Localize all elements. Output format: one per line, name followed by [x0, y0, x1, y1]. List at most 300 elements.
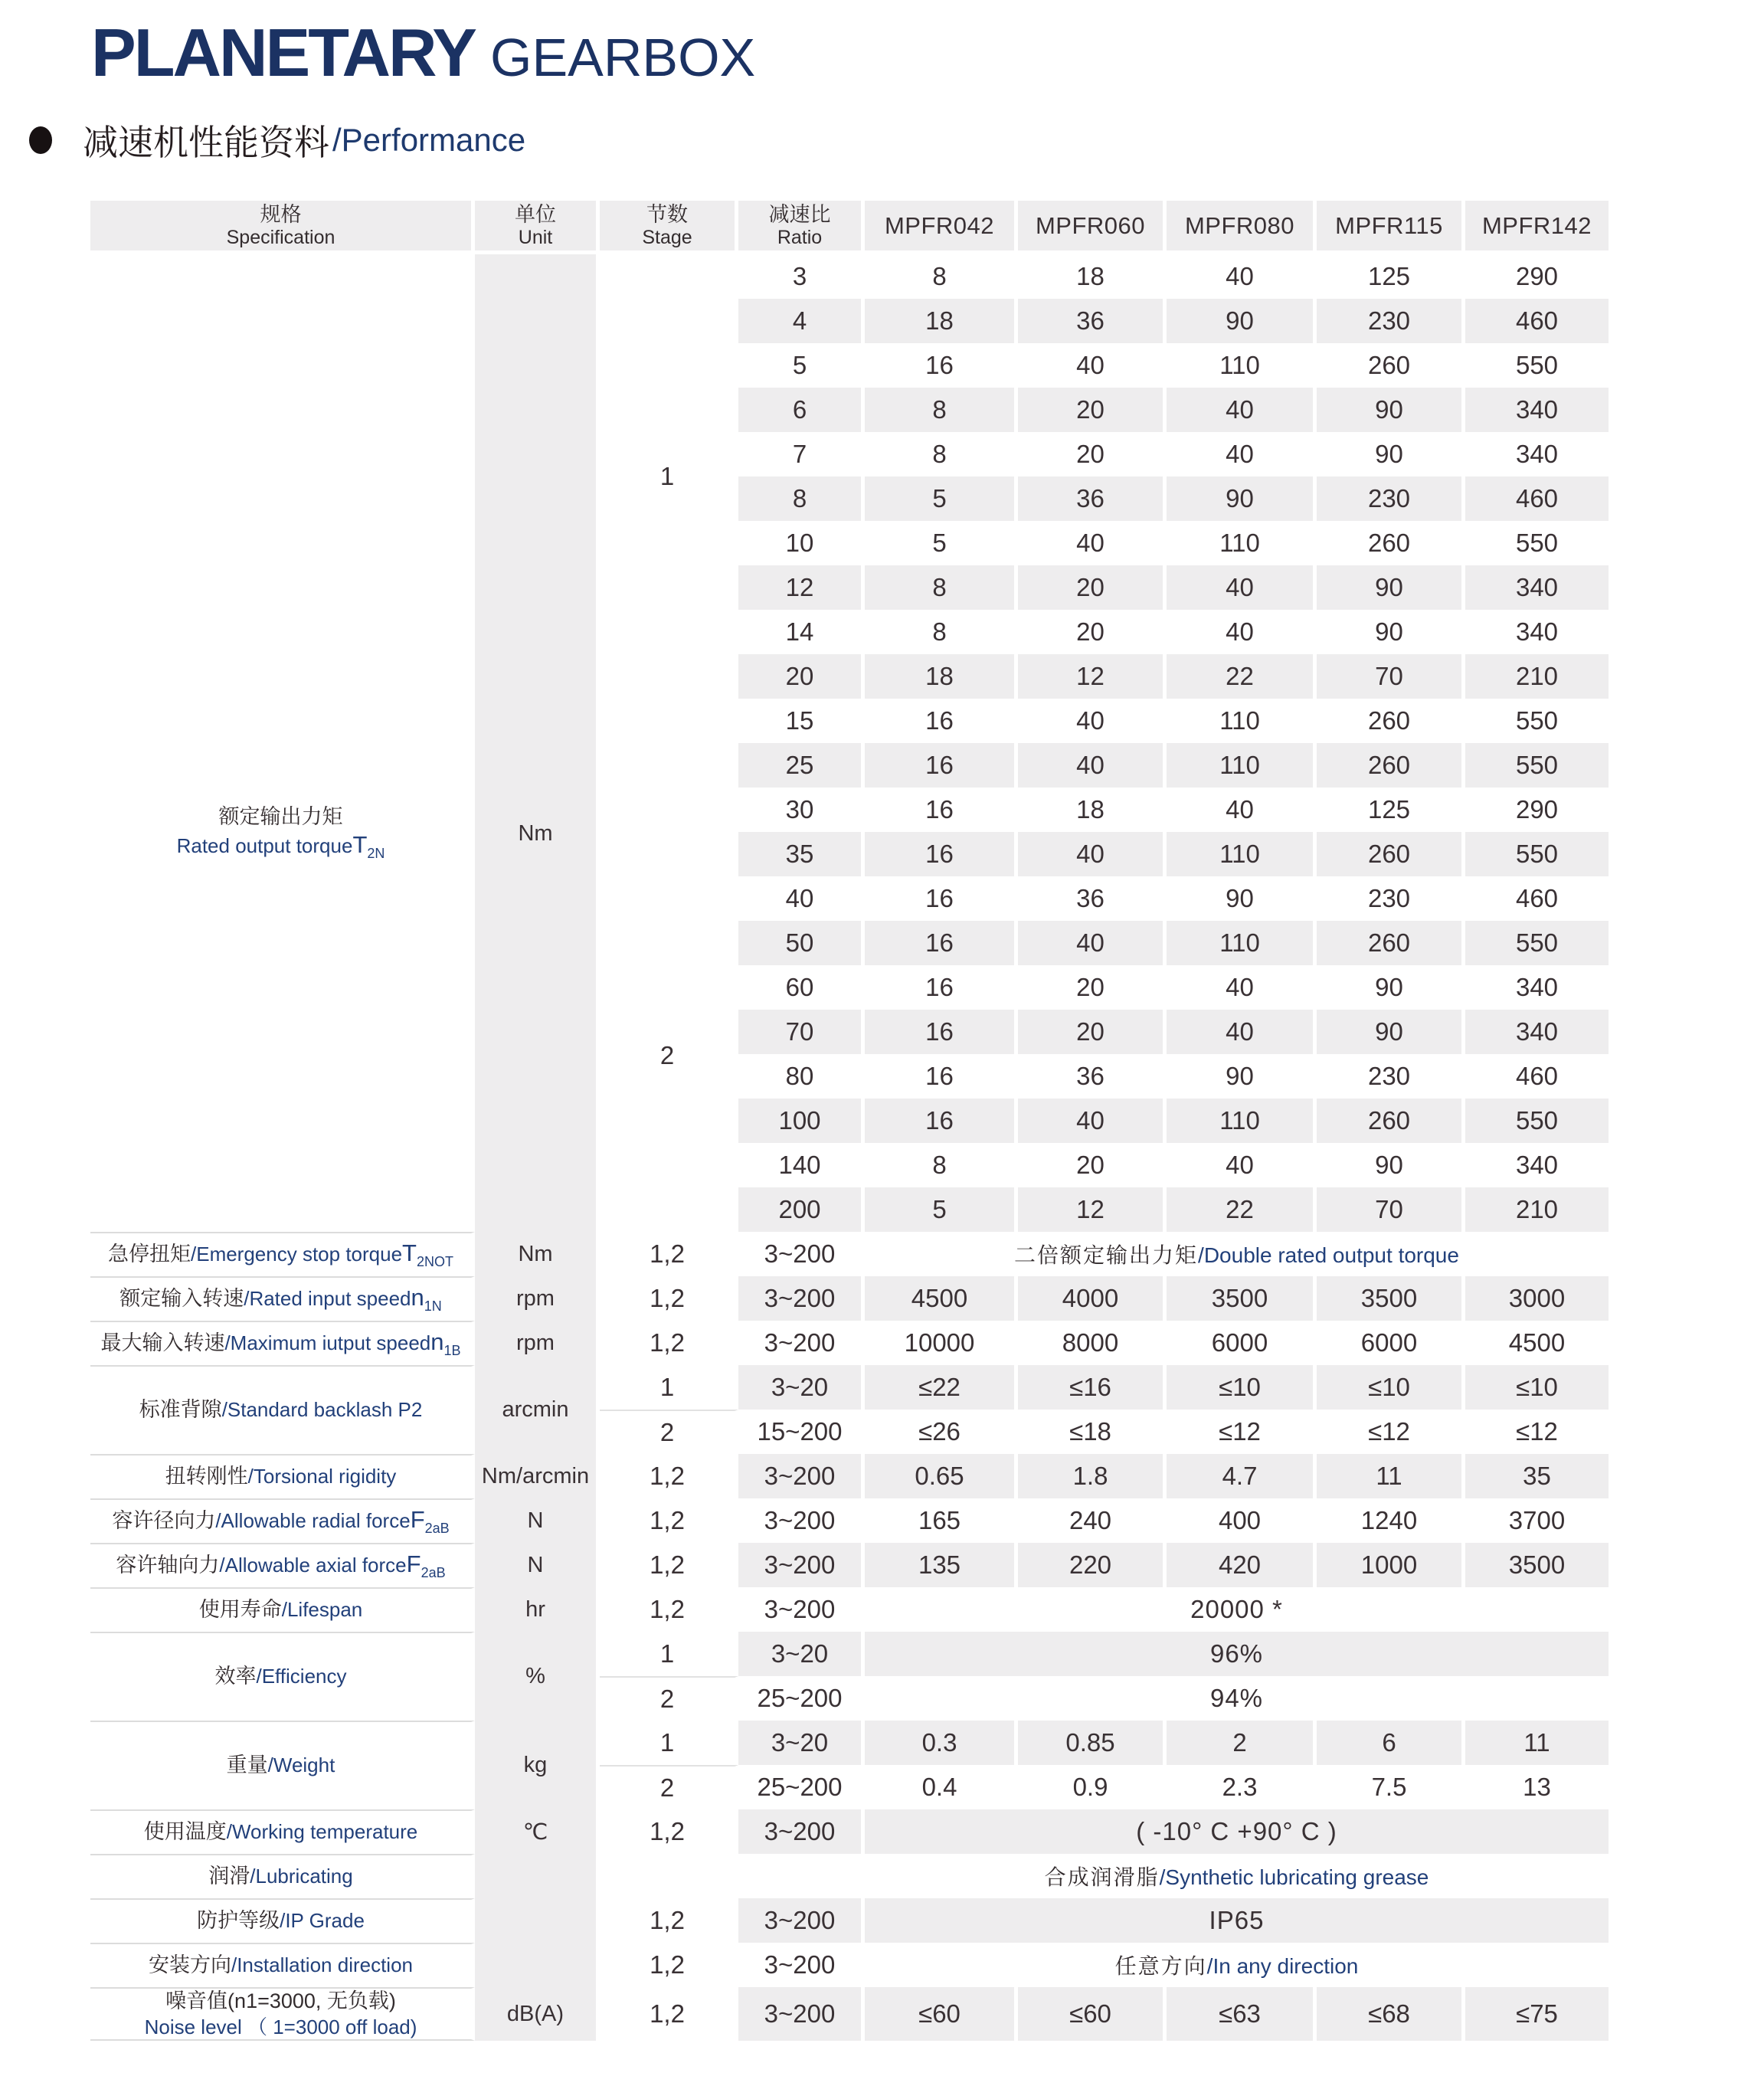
value-cell: 550: [1465, 699, 1609, 743]
value-cell: 8000: [1018, 1321, 1167, 1365]
text: rpm: [516, 1330, 555, 1355]
text: 扭转刚性: [165, 1465, 248, 1488]
value-cell: 5: [865, 476, 1018, 521]
stage-cell: 1,2: [600, 1587, 738, 1632]
stage-cell: 2: [600, 1410, 738, 1454]
stage-cell: 2: [600, 1676, 738, 1721]
value-cell: ≤22: [865, 1365, 1018, 1410]
value-cell: 1.8: [1018, 1454, 1167, 1498]
value-cell: ≤12: [1465, 1410, 1609, 1454]
value-cell: 18: [865, 654, 1018, 699]
cell: [90, 1953, 471, 1979]
value-cell: 40: [1018, 921, 1167, 965]
cell: [90, 1239, 471, 1271]
value-cell: 550: [1465, 743, 1609, 788]
text: Nm: [518, 1241, 553, 1266]
cell: [90, 1505, 471, 1537]
ratio-cell: 3~200: [738, 1943, 865, 1987]
stage-cell: 1,2: [600, 1943, 738, 1987]
text: /Standard backlash P2: [221, 1398, 423, 1422]
value-cell: ≤18: [1018, 1410, 1167, 1454]
value-cell: ≤26: [865, 1410, 1018, 1454]
text: /Rated input speed: [244, 1287, 411, 1311]
text: Specification: [226, 227, 335, 249]
ratio-cell: 14: [738, 610, 865, 654]
text: 减速比: [768, 202, 831, 226]
text: /Weight: [267, 1753, 335, 1777]
ratio-cell: 3~200: [738, 1587, 865, 1632]
value-cell: 4.7: [1167, 1454, 1317, 1498]
value-cell: 12: [1018, 1187, 1167, 1232]
text: MPFR080: [1184, 211, 1295, 239]
stage-cell: 2: [600, 1765, 738, 1809]
value-cell: ≤60: [1018, 1987, 1167, 2041]
value-cell: 40: [1167, 610, 1317, 654]
value-cell: 10000: [865, 1321, 1018, 1365]
value-cell: 260: [1317, 832, 1465, 876]
value-cell: 1000: [1317, 1543, 1465, 1587]
text: /Emergency stop torque: [191, 1243, 403, 1266]
ratio-cell: 25~200: [738, 1765, 865, 1809]
spec-row-allowable-radial-force: [90, 1498, 1609, 1543]
spec-label-efficiency: [90, 1632, 475, 1721]
value-cell: 40: [1167, 565, 1317, 610]
text: 2NOT: [416, 1254, 453, 1270]
cell: [90, 1989, 471, 2015]
spec-row-rated-input-speed: [90, 1276, 1609, 1321]
spec-row-lifespan: [90, 1587, 1609, 1632]
value-cell: 20: [1018, 1143, 1167, 1187]
value-cell: ≤16: [1018, 1365, 1167, 1410]
ratio-cell: 3~20: [738, 1632, 865, 1676]
value-cell: 90: [1167, 476, 1317, 521]
value-cell: 16: [865, 1099, 1018, 1143]
value-cell: 260: [1317, 1099, 1465, 1143]
text: Noise level （ 1=3000 off load): [144, 2015, 417, 2038]
value-cell: 40: [1167, 254, 1317, 299]
value-cell: 340: [1465, 432, 1609, 476]
value-cell: 460: [1465, 299, 1609, 343]
ratio-cell: 3~200: [738, 1809, 865, 1854]
stage-cell: 1,2: [600, 1987, 738, 2041]
value-cell: 1240: [1317, 1498, 1465, 1543]
value-cell: 4500: [1465, 1321, 1609, 1365]
value-cell: 110: [1167, 832, 1317, 876]
ratio-cell: 3~200: [738, 1898, 865, 1943]
text: /Torsional rigidity: [247, 1465, 397, 1488]
column-header-ratio: [738, 201, 865, 254]
value-cell: 340: [1465, 610, 1609, 654]
value-cell: 22: [1167, 654, 1317, 699]
merged-value-cell-emergency-stop-torque: [865, 1232, 1609, 1276]
value-cell: 40: [1167, 432, 1317, 476]
value-cell: 240: [1018, 1498, 1167, 1543]
spec-row-ip-grade: [90, 1898, 1609, 1943]
value-cell: 40: [1018, 699, 1167, 743]
value-cell: 16: [865, 1010, 1018, 1054]
value-cell: 230: [1317, 1054, 1465, 1099]
value-cell: 90: [1317, 965, 1465, 1010]
unit-cell-noise-level: [475, 1987, 600, 2041]
text: Nm/arcmin: [481, 1463, 590, 1488]
unit-cell-efficiency: [475, 1632, 600, 1721]
spec-row-emergency-stop-torque: [90, 1232, 1609, 1276]
text: 急停扭矩: [108, 1243, 191, 1266]
text: 重量: [226, 1753, 268, 1777]
column-header-unit: [475, 201, 600, 254]
ratio-cell: 40: [738, 876, 865, 921]
merged-value-cell-lubricating: [865, 1854, 1609, 1898]
ratio-cell: 3~200: [738, 1454, 865, 1498]
value-cell: 40: [1018, 743, 1167, 788]
value-cell: 8: [865, 432, 1018, 476]
spec-row-efficiency: [90, 1632, 1609, 1676]
text: /Lubricating: [250, 1865, 353, 1888]
value-cell: ≤10: [1465, 1365, 1609, 1410]
value-cell: 6000: [1317, 1321, 1465, 1365]
text: /IP Grade: [280, 1909, 365, 1933]
value-cell: 420: [1167, 1543, 1317, 1587]
value-cell: 125: [1317, 254, 1465, 299]
text: 二倍额定输出力矩: [1014, 1243, 1199, 1267]
text: /Installation direction: [231, 1953, 414, 1977]
value-cell: 0.65: [865, 1454, 1018, 1498]
value-cell: 16: [865, 788, 1018, 832]
value-cell: 40: [1167, 1143, 1317, 1187]
value-cell: 20: [1018, 965, 1167, 1010]
value-cell: 90: [1317, 565, 1465, 610]
section-header: [29, 115, 525, 165]
value-cell: 110: [1167, 343, 1317, 388]
cell: [90, 1328, 471, 1360]
text: F: [406, 1550, 421, 1578]
ratio-cell: 4: [738, 299, 865, 343]
text: ( -10° C +90° C ): [1136, 1817, 1337, 1845]
torque-row: [90, 254, 1609, 299]
value-cell: 90: [1317, 1143, 1465, 1187]
spec-label-allowable-radial-force: [90, 1498, 475, 1543]
text: 节数: [646, 202, 688, 226]
ratio-cell: 3~200: [738, 1321, 865, 1365]
section-title-zh: 减速机性能资料: [83, 123, 329, 162]
value-cell: 40: [1167, 388, 1317, 432]
cell: [90, 1597, 471, 1623]
unit-cell-weight: [475, 1721, 600, 1809]
value-cell: 550: [1465, 832, 1609, 876]
value-cell: 110: [1167, 1099, 1317, 1143]
ratio-cell: 5: [738, 343, 865, 388]
value-cell: 7.5: [1317, 1765, 1465, 1809]
merged-value-cell-ip-grade: [865, 1898, 1609, 1943]
value-cell: 3500: [1465, 1543, 1609, 1587]
section-title-en: /Performance: [332, 122, 526, 158]
value-cell: 135: [865, 1543, 1018, 1587]
text: MPFR142: [1481, 211, 1592, 239]
value-cell: 36: [1018, 476, 1167, 521]
text: T: [352, 831, 368, 859]
merged-value-cell-installation-direction: [865, 1943, 1609, 1987]
stage-cell: 1,2: [600, 1498, 738, 1543]
text: 安装方向: [148, 1953, 231, 1977]
text: 额定输出力矩: [218, 805, 343, 829]
text: Stage: [642, 227, 692, 249]
cell: [90, 1397, 471, 1423]
text: 1B: [443, 1343, 461, 1359]
text: 额定输入转速: [119, 1287, 244, 1311]
spec-label-installation-direction: [90, 1943, 475, 1987]
column-header-stage: [600, 201, 738, 254]
value-cell: 16: [865, 699, 1018, 743]
text: /Synthetic lubricating grease: [1159, 1865, 1429, 1889]
value-cell: 90: [1317, 1010, 1465, 1054]
text: n: [430, 1328, 444, 1356]
value-cell: 20: [1018, 432, 1167, 476]
value-cell: 550: [1465, 521, 1609, 565]
spec-label-working-temperature: [90, 1809, 475, 1854]
value-cell: 16: [865, 743, 1018, 788]
unit-cell-ip-grade: [475, 1898, 600, 1943]
text: n: [411, 1284, 424, 1311]
text: /Working temperature: [226, 1820, 418, 1844]
text: Ratio: [777, 227, 823, 249]
stage-cell: 1,2: [600, 1276, 738, 1321]
value-cell: 16: [865, 1054, 1018, 1099]
value-cell: 290: [1465, 254, 1609, 299]
value-cell: 0.9: [1018, 1765, 1167, 1809]
spec-row-noise-level: [90, 1987, 1609, 2041]
page-title-main: PLANETARY: [91, 15, 475, 90]
ratio-cell: 10: [738, 521, 865, 565]
value-cell: 20: [1018, 1010, 1167, 1054]
value-cell: 90: [1167, 1054, 1317, 1099]
value-cell: 36: [1018, 876, 1167, 921]
value-cell: 40: [1018, 521, 1167, 565]
value-cell: ≤68: [1317, 1987, 1465, 2041]
spec-label-weight: [90, 1721, 475, 1809]
spec-label-lubricating: [90, 1854, 475, 1898]
text: 规格: [260, 202, 302, 226]
value-cell: 36: [1018, 1054, 1167, 1099]
value-cell: 70: [1317, 654, 1465, 699]
spec-label-torsional-rigidity: [90, 1454, 475, 1498]
value-cell: 230: [1317, 876, 1465, 921]
ratio-cell: 7: [738, 432, 865, 476]
value-cell: ≤60: [865, 1987, 1018, 2041]
ratio-cell: 100: [738, 1099, 865, 1143]
stage-cell: 1: [600, 1365, 738, 1410]
text: 润滑: [208, 1865, 250, 1888]
value-cell: 260: [1317, 743, 1465, 788]
value-cell: 340: [1465, 1010, 1609, 1054]
cell: [90, 1283, 471, 1315]
cell: [90, 1864, 471, 1890]
column-header-specification: [90, 201, 475, 254]
value-cell: 6000: [1167, 1321, 1317, 1365]
value-cell: 110: [1167, 699, 1317, 743]
unit-cell-maximum-input-speed: [475, 1321, 600, 1365]
stage-cell: 1,2: [600, 1454, 738, 1498]
value-cell: ≤12: [1317, 1410, 1465, 1454]
ratio-cell: 50: [738, 921, 865, 965]
value-cell: ≤10: [1317, 1365, 1465, 1410]
value-cell: 260: [1317, 699, 1465, 743]
spec-label-line: [90, 830, 471, 863]
column-header-model-2: [1167, 201, 1317, 254]
value-cell: 4000: [1018, 1276, 1167, 1321]
text: N: [527, 1552, 544, 1577]
ratio-cell: 8: [738, 476, 865, 521]
stage-cell: 1: [600, 1721, 738, 1765]
value-cell: 11: [1465, 1721, 1609, 1765]
ratio-cell: [738, 1854, 865, 1898]
value-cell: 35: [1465, 1454, 1609, 1498]
text: Nm: [518, 820, 553, 846]
ratio-cell: 3~200: [738, 1276, 865, 1321]
value-cell: 8: [865, 388, 1018, 432]
text: %: [525, 1663, 545, 1688]
page-title: [91, 14, 755, 92]
unit-cell-lubricating: [475, 1854, 600, 1898]
ratio-cell: 60: [738, 965, 865, 1010]
stage-cell: 1,2: [600, 1898, 738, 1943]
text: /Efficiency: [256, 1665, 347, 1688]
value-cell: 40: [1167, 788, 1317, 832]
value-cell: 230: [1317, 476, 1465, 521]
ratio-cell: 6: [738, 388, 865, 432]
value-cell: 8: [865, 565, 1018, 610]
text: 单位: [515, 202, 556, 226]
text: /Maximum iutput speed: [224, 1331, 431, 1355]
value-cell: 90: [1317, 388, 1465, 432]
text: IP65: [1209, 1906, 1265, 1934]
text: kg: [523, 1752, 548, 1777]
text: F: [410, 1506, 425, 1534]
cell: [90, 1908, 471, 1934]
column-header-model-4: [1465, 201, 1609, 254]
value-cell: 3500: [1167, 1276, 1317, 1321]
cell: [90, 2015, 471, 2040]
unit-cell-torsional-rigidity: [475, 1454, 600, 1498]
value-cell: 550: [1465, 343, 1609, 388]
value-cell: 165: [865, 1498, 1018, 1543]
value-cell: 340: [1465, 1143, 1609, 1187]
cell: [90, 1550, 471, 1582]
text: N: [527, 1508, 544, 1533]
value-cell: 210: [1465, 654, 1609, 699]
spec-row-allowable-axial-force: [90, 1543, 1609, 1587]
unit-cell-emergency-stop-torque: [475, 1232, 600, 1276]
stage-cell: 1,2: [600, 1809, 738, 1854]
torque-unit-cell: [475, 254, 600, 1232]
value-cell: 22: [1167, 1187, 1317, 1232]
value-cell: 20: [1018, 565, 1167, 610]
value-cell: 13: [1465, 1765, 1609, 1809]
text: Rated output torque: [176, 834, 353, 858]
merged-value-cell-efficiency: [865, 1632, 1609, 1676]
value-cell: 40: [1167, 1010, 1317, 1054]
text: /In any direction: [1206, 1954, 1359, 1978]
stage-cell: 1,2: [600, 1232, 738, 1276]
value-cell: 12: [1018, 654, 1167, 699]
text: 容许径向力: [112, 1509, 216, 1533]
value-cell: 460: [1465, 876, 1609, 921]
value-cell: 90: [1317, 432, 1465, 476]
ratio-cell: 12: [738, 565, 865, 610]
value-cell: 16: [865, 965, 1018, 1010]
stage-cell: 1: [600, 1632, 738, 1676]
value-cell: 110: [1167, 921, 1317, 965]
value-cell: ≤75: [1465, 1987, 1609, 2041]
value-cell: 16: [865, 832, 1018, 876]
merged-value-cell-efficiency: [865, 1676, 1609, 1721]
value-cell: 8: [865, 1143, 1018, 1187]
text: 使用温度: [143, 1820, 227, 1844]
value-cell: 3700: [1465, 1498, 1609, 1543]
value-cell: 230: [1317, 299, 1465, 343]
stage-cell: [600, 1854, 738, 1898]
cell: [90, 1464, 471, 1490]
text: 使用寿命: [198, 1598, 282, 1622]
value-cell: 36: [1018, 299, 1167, 343]
value-cell: 0.85: [1018, 1721, 1167, 1765]
spec-label-maximum-input-speed: [90, 1321, 475, 1365]
page-title-sub: GEARBOX: [490, 28, 756, 87]
value-cell: 40: [1018, 1099, 1167, 1143]
stage-cell: 1,2: [600, 1321, 738, 1365]
cell: [90, 1753, 471, 1779]
value-cell: 2.3: [1167, 1765, 1317, 1809]
unit-cell-installation-direction: [475, 1943, 600, 1987]
value-cell: 260: [1317, 521, 1465, 565]
unit-cell-working-temperature: [475, 1809, 600, 1854]
text: rpm: [516, 1285, 555, 1311]
value-cell: 16: [865, 876, 1018, 921]
value-cell: 260: [1317, 921, 1465, 965]
ratio-cell: 25~200: [738, 1676, 865, 1721]
text: /Allowable radial force: [215, 1509, 411, 1533]
value-cell: 460: [1465, 476, 1609, 521]
value-cell: 16: [865, 921, 1018, 965]
ratio-cell: 3~200: [738, 1232, 865, 1276]
text: 94%: [1209, 1684, 1264, 1712]
ratio-cell: 70: [738, 1010, 865, 1054]
value-cell: 90: [1167, 876, 1317, 921]
unit-cell-standard-backlash: [475, 1365, 600, 1454]
spec-row-standard-backlash: [90, 1365, 1609, 1410]
ratio-cell: 30: [738, 788, 865, 832]
spec-label-line: [90, 804, 471, 830]
value-cell: 110: [1167, 521, 1317, 565]
text: dB(A): [506, 2001, 565, 2026]
unit-cell-lifespan: [475, 1587, 600, 1632]
ratio-cell: 15~200: [738, 1410, 865, 1454]
text: 合成润滑脂: [1044, 1865, 1160, 1889]
ratio-cell: 3~20: [738, 1721, 865, 1765]
cell: [90, 1664, 471, 1690]
performance-table: [90, 201, 1609, 2041]
spec-row-maximum-input-speed: [90, 1321, 1609, 1365]
column-header-model-1: [1018, 201, 1167, 254]
value-cell: 6: [1317, 1721, 1465, 1765]
text: 20000 *: [1190, 1595, 1283, 1623]
value-cell: 125: [1317, 788, 1465, 832]
text: MPFR042: [884, 211, 995, 239]
value-cell: 550: [1465, 921, 1609, 965]
spec-label-noise-level: [90, 1987, 475, 2041]
value-cell: 2: [1167, 1721, 1317, 1765]
text: 2aB: [421, 1565, 446, 1581]
value-cell: ≤12: [1167, 1410, 1317, 1454]
